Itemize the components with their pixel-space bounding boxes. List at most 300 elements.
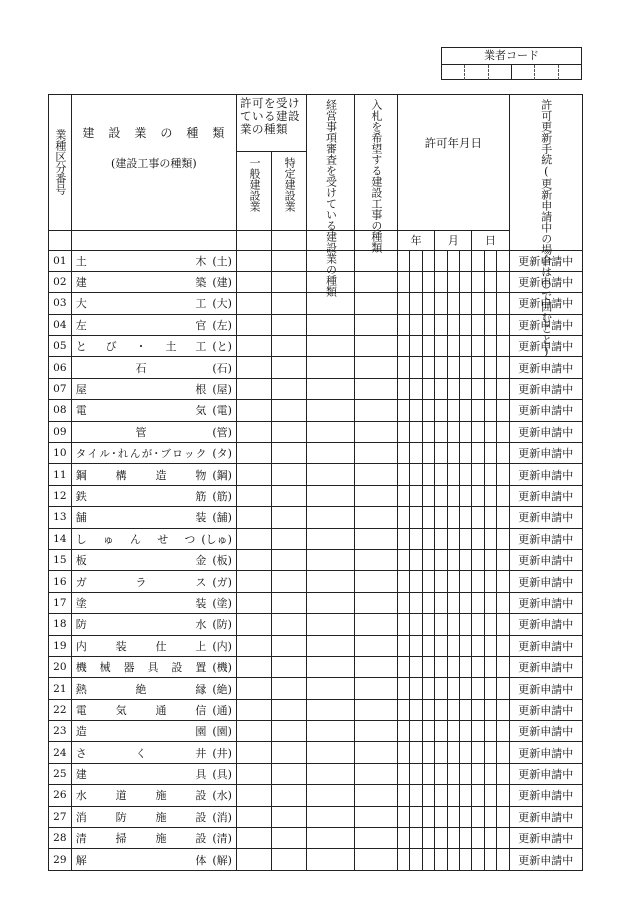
year-digit-cell[interactable] [398,699,410,720]
specific-cell[interactable] [272,571,307,592]
month-digit-cell[interactable] [460,678,472,699]
month-digit-cell[interactable] [447,357,459,378]
day-digit-cell[interactable] [484,592,496,613]
day-digit-cell[interactable] [472,378,484,399]
year-digit-cell[interactable] [422,763,434,784]
year-digit-cell[interactable] [422,314,434,335]
day-digit-cell[interactable] [484,656,496,677]
year-digit-cell[interactable] [410,400,422,421]
specific-cell[interactable] [272,721,307,742]
day-digit-cell[interactable] [497,635,509,656]
management-exam-cell[interactable] [307,336,355,357]
month-digit-cell[interactable] [460,485,472,506]
year-digit-cell[interactable] [398,485,410,506]
specific-cell[interactable] [272,785,307,806]
general-cell[interactable] [236,656,271,677]
month-digit-cell[interactable] [435,485,447,506]
month-digit-cell[interactable] [447,614,459,635]
day-digit-cell[interactable] [484,250,496,271]
month-digit-cell[interactable] [447,507,459,528]
day-digit-cell[interactable] [484,721,496,742]
day-digit-cell[interactable] [484,699,496,720]
bid-cell[interactable] [354,656,397,677]
specific-cell[interactable] [272,293,307,314]
day-digit-cell[interactable] [472,336,484,357]
day-digit-cell[interactable] [497,742,509,763]
year-digit-cell[interactable] [422,699,434,720]
management-exam-cell[interactable] [307,592,355,613]
general-cell[interactable] [236,721,271,742]
month-digit-cell[interactable] [435,464,447,485]
year-digit-cell[interactable] [422,357,434,378]
month-digit-cell[interactable] [435,421,447,442]
renewal-status[interactable]: 更新申請中 [509,507,582,528]
year-digit-cell[interactable] [398,635,410,656]
renewal-status[interactable]: 更新申請中 [509,592,582,613]
management-exam-cell[interactable] [307,785,355,806]
day-digit-cell[interactable] [472,614,484,635]
year-digit-cell[interactable] [398,443,410,464]
bid-cell[interactable] [354,614,397,635]
day-digit-cell[interactable] [497,293,509,314]
year-digit-cell[interactable] [410,421,422,442]
day-digit-cell[interactable] [472,656,484,677]
general-cell[interactable] [236,678,271,699]
month-digit-cell[interactable] [447,336,459,357]
day-digit-cell[interactable] [497,828,509,849]
vendor-code-cell[interactable] [558,65,581,80]
management-exam-cell[interactable] [307,849,355,870]
month-digit-cell[interactable] [460,635,472,656]
specific-cell[interactable] [272,250,307,271]
year-digit-cell[interactable] [422,485,434,506]
renewal-status[interactable]: 更新申請中 [509,378,582,399]
month-digit-cell[interactable] [447,571,459,592]
year-digit-cell[interactable] [422,828,434,849]
year-digit-cell[interactable] [398,250,410,271]
management-exam-cell[interactable] [307,806,355,827]
management-exam-cell[interactable] [307,549,355,570]
month-digit-cell[interactable] [447,485,459,506]
management-exam-cell[interactable] [307,507,355,528]
month-digit-cell[interactable] [447,828,459,849]
renewal-status[interactable]: 更新申請中 [509,614,582,635]
day-digit-cell[interactable] [472,250,484,271]
month-digit-cell[interactable] [460,592,472,613]
specific-cell[interactable] [272,656,307,677]
day-digit-cell[interactable] [484,357,496,378]
day-digit-cell[interactable] [497,721,509,742]
month-digit-cell[interactable] [447,785,459,806]
day-digit-cell[interactable] [472,357,484,378]
year-digit-cell[interactable] [398,828,410,849]
management-exam-cell[interactable] [307,314,355,335]
month-digit-cell[interactable] [460,571,472,592]
month-digit-cell[interactable] [435,271,447,292]
renewal-status[interactable]: 更新申請中 [509,721,582,742]
year-digit-cell[interactable] [422,464,434,485]
month-digit-cell[interactable] [447,443,459,464]
specific-cell[interactable] [272,614,307,635]
specific-cell[interactable] [272,699,307,720]
management-exam-cell[interactable] [307,699,355,720]
bid-cell[interactable] [354,443,397,464]
year-digit-cell[interactable] [398,271,410,292]
bid-cell[interactable] [354,400,397,421]
month-digit-cell[interactable] [460,293,472,314]
day-digit-cell[interactable] [484,806,496,827]
month-digit-cell[interactable] [460,806,472,827]
month-digit-cell[interactable] [460,849,472,870]
day-digit-cell[interactable] [497,614,509,635]
vendor-code-cell[interactable] [534,65,557,80]
year-digit-cell[interactable] [422,421,434,442]
specific-cell[interactable] [272,357,307,378]
management-exam-cell[interactable] [307,678,355,699]
specific-cell[interactable] [272,336,307,357]
day-digit-cell[interactable] [484,549,496,570]
day-digit-cell[interactable] [497,271,509,292]
day-digit-cell[interactable] [484,314,496,335]
day-digit-cell[interactable] [484,271,496,292]
year-digit-cell[interactable] [422,656,434,677]
month-digit-cell[interactable] [435,785,447,806]
year-digit-cell[interactable] [410,806,422,827]
month-digit-cell[interactable] [447,314,459,335]
year-digit-cell[interactable] [410,678,422,699]
vendor-code-cell[interactable] [442,65,464,80]
day-digit-cell[interactable] [484,742,496,763]
year-digit-cell[interactable] [422,742,434,763]
year-digit-cell[interactable] [410,614,422,635]
month-digit-cell[interactable] [460,400,472,421]
management-exam-cell[interactable] [307,742,355,763]
year-digit-cell[interactable] [398,507,410,528]
management-exam-cell[interactable] [307,614,355,635]
renewal-status[interactable]: 更新申請中 [509,271,582,292]
month-digit-cell[interactable] [460,785,472,806]
year-digit-cell[interactable] [422,721,434,742]
year-digit-cell[interactable] [410,293,422,314]
day-digit-cell[interactable] [484,293,496,314]
year-digit-cell[interactable] [398,421,410,442]
day-digit-cell[interactable] [497,699,509,720]
day-digit-cell[interactable] [484,336,496,357]
day-digit-cell[interactable] [497,656,509,677]
bid-cell[interactable] [354,678,397,699]
bid-cell[interactable] [354,549,397,570]
day-digit-cell[interactable] [484,571,496,592]
day-digit-cell[interactable] [472,271,484,292]
specific-cell[interactable] [272,443,307,464]
year-digit-cell[interactable] [398,293,410,314]
specific-cell[interactable] [272,849,307,870]
renewal-status[interactable]: 更新申請中 [509,314,582,335]
day-digit-cell[interactable] [484,400,496,421]
month-digit-cell[interactable] [435,592,447,613]
year-digit-cell[interactable] [398,314,410,335]
month-digit-cell[interactable] [460,464,472,485]
specific-cell[interactable] [272,678,307,699]
month-digit-cell[interactable] [435,549,447,570]
day-digit-cell[interactable] [497,421,509,442]
day-digit-cell[interactable] [484,849,496,870]
bid-cell[interactable] [354,699,397,720]
month-digit-cell[interactable] [435,678,447,699]
month-digit-cell[interactable] [460,336,472,357]
year-digit-cell[interactable] [422,293,434,314]
day-digit-cell[interactable] [484,614,496,635]
year-digit-cell[interactable] [410,443,422,464]
day-digit-cell[interactable] [472,806,484,827]
day-digit-cell[interactable] [497,507,509,528]
management-exam-cell[interactable] [307,400,355,421]
year-digit-cell[interactable] [398,378,410,399]
day-digit-cell[interactable] [497,763,509,784]
month-digit-cell[interactable] [460,721,472,742]
year-digit-cell[interactable] [398,614,410,635]
general-cell[interactable] [236,336,271,357]
bid-cell[interactable] [354,464,397,485]
day-digit-cell[interactable] [484,485,496,506]
day-digit-cell[interactable] [497,678,509,699]
day-digit-cell[interactable] [472,785,484,806]
day-digit-cell[interactable] [472,763,484,784]
day-digit-cell[interactable] [472,507,484,528]
specific-cell[interactable] [272,828,307,849]
year-digit-cell[interactable] [410,250,422,271]
year-digit-cell[interactable] [422,592,434,613]
specific-cell[interactable] [272,485,307,506]
year-digit-cell[interactable] [422,806,434,827]
renewal-status[interactable]: 更新申請中 [509,400,582,421]
general-cell[interactable] [236,763,271,784]
year-digit-cell[interactable] [410,828,422,849]
year-digit-cell[interactable] [422,571,434,592]
month-digit-cell[interactable] [460,378,472,399]
year-digit-cell[interactable] [422,549,434,570]
month-digit-cell[interactable] [435,293,447,314]
year-digit-cell[interactable] [398,678,410,699]
year-digit-cell[interactable] [410,592,422,613]
year-digit-cell[interactable] [410,742,422,763]
specific-cell[interactable] [272,400,307,421]
specific-cell[interactable] [272,464,307,485]
year-digit-cell[interactable] [398,592,410,613]
bid-cell[interactable] [354,785,397,806]
specific-cell[interactable] [272,507,307,528]
year-digit-cell[interactable] [422,528,434,549]
bid-cell[interactable] [354,592,397,613]
month-digit-cell[interactable] [435,656,447,677]
month-digit-cell[interactable] [460,614,472,635]
general-cell[interactable] [236,507,271,528]
general-cell[interactable] [236,443,271,464]
day-digit-cell[interactable] [472,293,484,314]
year-digit-cell[interactable] [422,400,434,421]
management-exam-cell[interactable] [307,635,355,656]
month-digit-cell[interactable] [460,656,472,677]
year-digit-cell[interactable] [410,378,422,399]
renewal-status[interactable]: 更新申請中 [509,528,582,549]
general-cell[interactable] [236,549,271,570]
day-digit-cell[interactable] [497,806,509,827]
general-cell[interactable] [236,357,271,378]
specific-cell[interactable] [272,549,307,570]
day-digit-cell[interactable] [497,250,509,271]
bid-cell[interactable] [354,828,397,849]
general-cell[interactable] [236,828,271,849]
year-digit-cell[interactable] [422,250,434,271]
general-cell[interactable] [236,271,271,292]
year-digit-cell[interactable] [410,656,422,677]
renewal-status[interactable]: 更新申請中 [509,549,582,570]
month-digit-cell[interactable] [435,528,447,549]
day-digit-cell[interactable] [472,742,484,763]
year-digit-cell[interactable] [410,635,422,656]
year-digit-cell[interactable] [398,400,410,421]
management-exam-cell[interactable] [307,378,355,399]
renewal-status[interactable]: 更新申請中 [509,443,582,464]
specific-cell[interactable] [272,271,307,292]
bid-cell[interactable] [354,849,397,870]
general-cell[interactable] [236,464,271,485]
year-digit-cell[interactable] [398,849,410,870]
bid-cell[interactable] [354,421,397,442]
day-digit-cell[interactable] [472,443,484,464]
year-digit-cell[interactable] [398,571,410,592]
month-digit-cell[interactable] [435,614,447,635]
day-digit-cell[interactable] [484,378,496,399]
day-digit-cell[interactable] [484,763,496,784]
bid-cell[interactable] [354,806,397,827]
month-digit-cell[interactable] [447,592,459,613]
specific-cell[interactable] [272,528,307,549]
year-digit-cell[interactable] [410,549,422,570]
month-digit-cell[interactable] [435,336,447,357]
general-cell[interactable] [236,699,271,720]
renewal-status[interactable]: 更新申請中 [509,421,582,442]
year-digit-cell[interactable] [410,485,422,506]
day-digit-cell[interactable] [497,592,509,613]
day-digit-cell[interactable] [497,357,509,378]
year-digit-cell[interactable] [422,635,434,656]
renewal-status[interactable]: 更新申請中 [509,763,582,784]
specific-cell[interactable] [272,378,307,399]
day-digit-cell[interactable] [497,785,509,806]
day-digit-cell[interactable] [472,828,484,849]
day-digit-cell[interactable] [497,443,509,464]
year-digit-cell[interactable] [422,678,434,699]
renewal-status[interactable]: 更新申請中 [509,849,582,870]
renewal-status[interactable]: 更新申請中 [509,357,582,378]
month-digit-cell[interactable] [435,721,447,742]
month-digit-cell[interactable] [447,678,459,699]
month-digit-cell[interactable] [460,828,472,849]
year-digit-cell[interactable] [398,336,410,357]
specific-cell[interactable] [272,314,307,335]
renewal-status[interactable]: 更新申請中 [509,806,582,827]
day-digit-cell[interactable] [472,699,484,720]
general-cell[interactable] [236,785,271,806]
day-digit-cell[interactable] [484,464,496,485]
bid-cell[interactable] [354,293,397,314]
bid-cell[interactable] [354,721,397,742]
day-digit-cell[interactable] [472,678,484,699]
bid-cell[interactable] [354,742,397,763]
renewal-status[interactable]: 更新申請中 [509,678,582,699]
day-digit-cell[interactable] [497,549,509,570]
day-digit-cell[interactable] [484,678,496,699]
day-digit-cell[interactable] [484,785,496,806]
general-cell[interactable] [236,849,271,870]
day-digit-cell[interactable] [497,849,509,870]
month-digit-cell[interactable] [447,806,459,827]
vendor-code-cell[interactable] [511,65,534,80]
year-digit-cell[interactable] [422,849,434,870]
bid-cell[interactable] [354,528,397,549]
year-digit-cell[interactable] [398,357,410,378]
renewal-status[interactable]: 更新申請中 [509,293,582,314]
year-digit-cell[interactable] [410,464,422,485]
day-digit-cell[interactable] [484,635,496,656]
general-cell[interactable] [236,378,271,399]
general-cell[interactable] [236,614,271,635]
day-digit-cell[interactable] [484,443,496,464]
month-digit-cell[interactable] [447,250,459,271]
day-digit-cell[interactable] [497,378,509,399]
bid-cell[interactable] [354,357,397,378]
bid-cell[interactable] [354,763,397,784]
year-digit-cell[interactable] [410,271,422,292]
day-digit-cell[interactable] [472,464,484,485]
month-digit-cell[interactable] [447,378,459,399]
specific-cell[interactable] [272,806,307,827]
year-digit-cell[interactable] [410,785,422,806]
renewal-status[interactable]: 更新申請中 [509,785,582,806]
management-exam-cell[interactable] [307,528,355,549]
renewal-status[interactable]: 更新申請中 [509,464,582,485]
month-digit-cell[interactable] [435,763,447,784]
renewal-status[interactable]: 更新申請中 [509,336,582,357]
day-digit-cell[interactable] [484,828,496,849]
management-exam-cell[interactable] [307,721,355,742]
day-digit-cell[interactable] [484,507,496,528]
month-digit-cell[interactable] [447,400,459,421]
management-exam-cell[interactable] [307,357,355,378]
day-digit-cell[interactable] [472,549,484,570]
day-digit-cell[interactable] [472,485,484,506]
day-digit-cell[interactable] [497,400,509,421]
day-digit-cell[interactable] [497,464,509,485]
year-digit-cell[interactable] [410,528,422,549]
month-digit-cell[interactable] [460,271,472,292]
year-digit-cell[interactable] [398,464,410,485]
management-exam-cell[interactable] [307,443,355,464]
month-digit-cell[interactable] [435,357,447,378]
month-digit-cell[interactable] [447,271,459,292]
bid-cell[interactable] [354,314,397,335]
month-digit-cell[interactable] [447,464,459,485]
management-exam-cell[interactable] [307,421,355,442]
general-cell[interactable] [236,485,271,506]
year-digit-cell[interactable] [422,785,434,806]
month-digit-cell[interactable] [460,742,472,763]
year-digit-cell[interactable] [410,507,422,528]
day-digit-cell[interactable] [497,336,509,357]
month-digit-cell[interactable] [447,528,459,549]
day-digit-cell[interactable] [472,721,484,742]
